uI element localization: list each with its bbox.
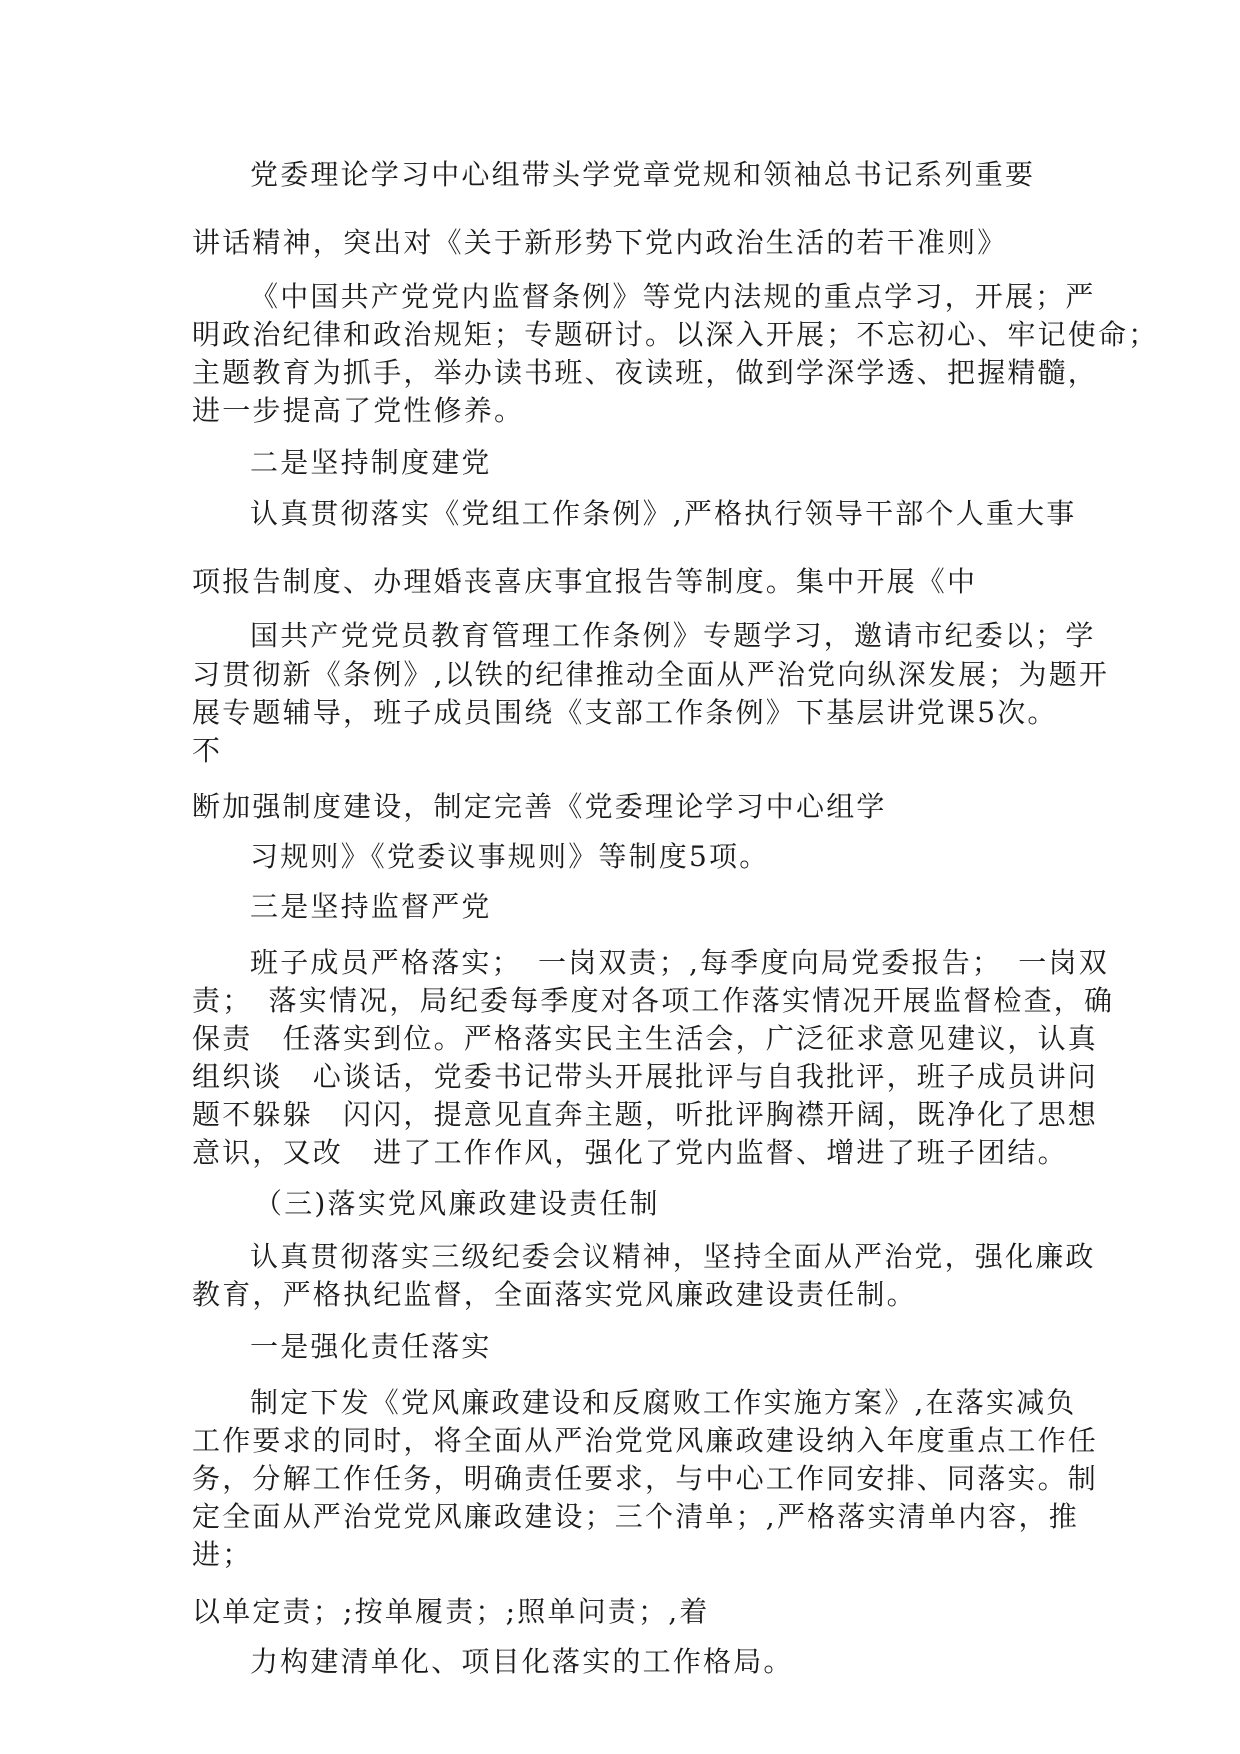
text-line-11: 习贯彻新《条例》,以铁的纪律推动全面从严治党向纵深发展；为题开 [192, 658, 1110, 691]
text-line-33: 力构建清单化、项目化落实的工作格局。 [250, 1645, 794, 1678]
text-line-6: 进一步提高了党性修养。 [192, 394, 525, 427]
text-line-4: 明政治纪律和政治规矩；专题研讨。以深入开展；不忘初心、牢记使命； [192, 318, 1159, 351]
subsection-heading-3: （三)落实党风廉政建设责任制 [254, 1187, 660, 1220]
text-line-15: 习规则》《党委议事规则》等制度5项。 [250, 840, 770, 873]
section-heading-3: 三是坚持监督严党 [250, 890, 492, 923]
text-line-9: 项报告制度、办理婚丧喜庆事宜报告等制度。集中开展《中 [192, 565, 978, 598]
text-line-19: 保责 任落实到位。严格落实民主生活会，广泛征求意见建议，认真 [192, 1022, 1099, 1055]
text-line-27: 制定下发《党风廉政建设和反腐败工作实施方案》,在落实减负 [250, 1386, 1077, 1419]
text-line-3: 《中国共产党党内监督条例》等党内法规的重点学习，开展；严 [250, 280, 1096, 313]
text-line-31: 进； [192, 1538, 253, 1571]
text-line-12: 展专题辅导，班子成员围绕《支部工作条例》下基层讲党课5次。 [192, 696, 1058, 729]
text-line-25: 教育，严格执纪监督，全面落实党风廉政建设责任制。 [192, 1278, 917, 1311]
text-line-30: 定全面从严治党党风廉政建设；三个清单；,严格落实清单内容，推 [192, 1500, 1079, 1533]
text-line-14: 断加强制度建设，制定完善《党委理论学习中心组学 [192, 790, 887, 823]
text-line-18: 责； 落实情况，局纪委每季度对各项工作落实情况开展监督检查，确 [192, 984, 1115, 1017]
section-heading-1: 一是强化责任落实 [250, 1330, 492, 1363]
text-line-22: 意识，又改 进了工作作风，强化了党内监督、增进了班子团结。 [192, 1136, 1068, 1169]
text-line-5: 主题教育为抓手，举办读书班、夜读班，做到学深学透、把握精髓， [192, 356, 1099, 389]
text-line-8: 认真贯彻落实《党组工作条例》,严格执行领导干部个人重大事 [250, 497, 1077, 530]
text-line-10: 国共产党党员教育管理工作条例》专题学习，邀请市纪委以；学 [250, 619, 1096, 652]
text-line-24: 认真贯彻落实三级纪委会议精神，坚持全面从严治党，强化廉政 [250, 1240, 1096, 1273]
text-line-20: 组织谈 心谈话，党委书记带头开展批评与自我批评，班子成员讲问 [192, 1060, 1099, 1093]
text-line-1: 党委理论学习中心组带头学党章党规和领袖总书记系列重要 [250, 158, 1036, 191]
text-line-29: 务，分解工作任务，明确责任要求，与中心工作同安排、同落实。制 [192, 1462, 1099, 1495]
text-line-28: 工作要求的同时，将全面从严治党党风廉政建设纳入年度重点工作任 [192, 1424, 1099, 1457]
section-heading-2: 二是坚持制度建党 [250, 446, 492, 479]
text-line-32: 以单定责；;按单履责；;照单问责；,着 [192, 1595, 710, 1628]
text-line-2: 讲话精神，突出对《关于新形势下党内政治生活的若干准则》 [192, 226, 1008, 259]
text-line-17: 班子成员严格落实； 一岗双责；,每季度向局党委报告； 一岗双 [250, 946, 1109, 979]
text-line-13: 不 [192, 734, 223, 767]
text-line-21: 题不躲躲 闪闪，提意见直奔主题，听批评胸襟开阔，既净化了思想 [192, 1098, 1099, 1131]
